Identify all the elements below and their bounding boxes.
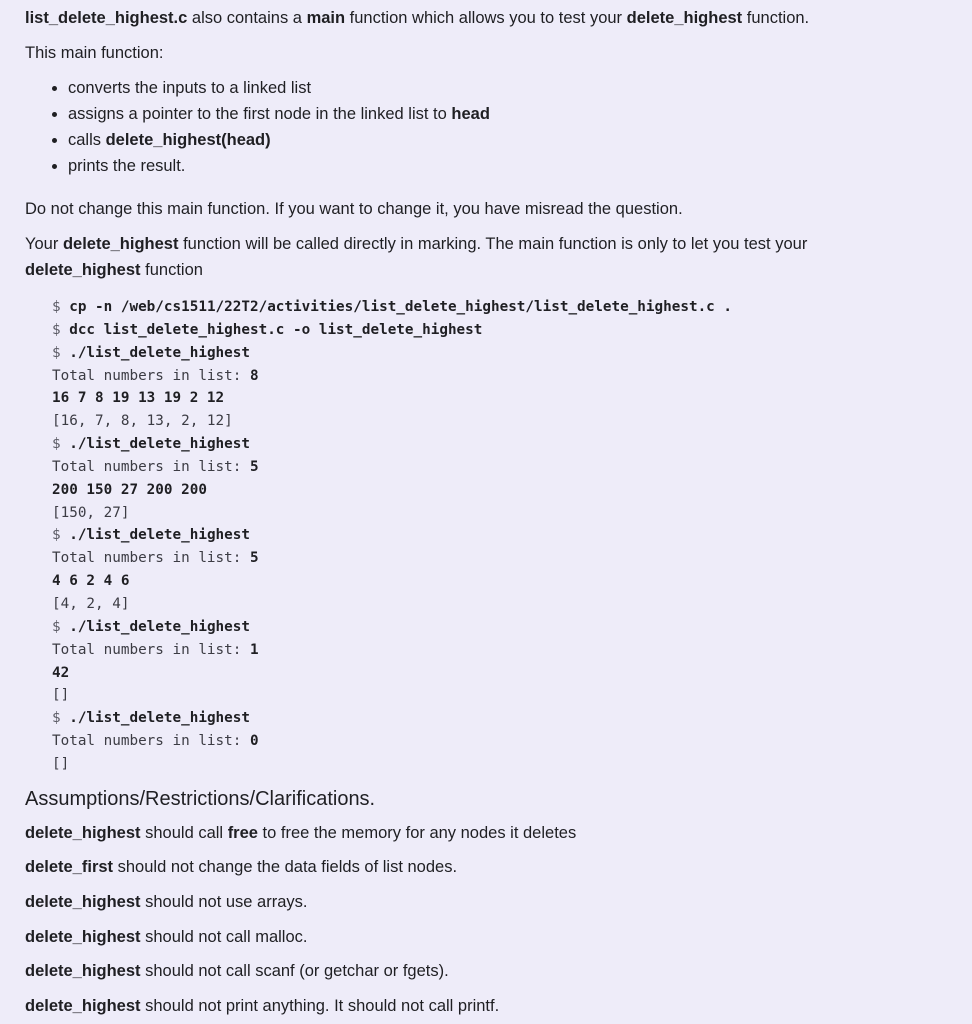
terminal-line-total: Total numbers in list: 0 <box>52 733 259 750</box>
terminal-line-run: $ ./list_delete_highest <box>52 710 250 727</box>
main-function-heading: This main function: <box>25 44 164 62</box>
list-item: • calls delete_highest(head) <box>68 127 490 153</box>
terminal-line-cp: $ cp -n /web/cs1511/22T2/activities/list_delete_highest/list_delete_highest.c . <box>52 299 732 315</box>
terminal-line-input: 16 7 8 19 13 19 2 12 <box>52 390 225 407</box>
rule-item: delete_first should not change the data fields of list nodes. <box>25 858 458 876</box>
terminal-line-output: [4, 2, 4] <box>52 595 130 612</box>
terminal-line-input: 42 <box>52 664 70 681</box>
list-item: • prints the result. <box>68 153 490 179</box>
list-item: • converts the inputs to a linked list <box>68 75 490 101</box>
terminal-line-run: $ ./list_delete_highest <box>52 527 250 544</box>
rule-item: delete_highest should call free to free the memory for any nodes it deletes <box>25 824 577 842</box>
assumptions-heading: Assumptions/Restrictions/Clarifications. <box>25 788 376 810</box>
terminal-line-total: Total numbers in list: 8 <box>52 367 259 384</box>
marking-note: Your delete_highest function will be called directly in marking. The main function is only to let you test your delete_highest function <box>25 235 808 279</box>
terminal-line-total: Total numbers in list: 5 <box>52 550 259 567</box>
rule-item: delete_highest should not use arrays. <box>25 893 308 911</box>
main-function-steps <box>25 75 490 179</box>
terminal-line-dcc: $ dcc list_delete_highest.c -o list_delete_highest <box>52 321 483 338</box>
terminal-session <box>52 296 732 776</box>
terminal-line-run: $ ./list_delete_highest <box>52 618 250 635</box>
rule-item: delete_highest should not call scanf (or getchar or fgets). <box>25 962 449 980</box>
terminal-line-run: $ ./list_delete_highest <box>52 436 250 453</box>
terminal-line-total: Total numbers in list: 1 <box>52 641 259 658</box>
rule-item: delete_highest should not print anything. It should not call printf. <box>25 997 500 1015</box>
terminal-line-output: [16, 7, 8, 13, 2, 12] <box>52 413 233 430</box>
filename: list_delete_highest.c <box>25 9 188 27</box>
terminal-line-output: [] <box>52 755 70 772</box>
rule-item: delete_highest should not call malloc. <box>25 928 308 946</box>
list-item: • assigns a pointer to the first node in the linked list to head <box>68 101 490 127</box>
terminal-line-output: [] <box>52 687 70 704</box>
terminal-line-input: 4 6 2 4 6 <box>52 573 130 590</box>
terminal-line-total: Total numbers in list: 5 <box>52 458 259 475</box>
terminal-line-input: 200 150 27 200 200 <box>52 481 207 498</box>
warning-paragraph: Do not change this main function. If you want to change it, you have misread the question. <box>25 200 683 218</box>
terminal-line-run: $ ./list_delete_highest <box>52 344 250 361</box>
terminal-line-output: [150, 27] <box>52 504 130 521</box>
intro-paragraph: list_delete_highest.c also contains a main function which allows you to test your delete_highest function. <box>25 9 810 27</box>
